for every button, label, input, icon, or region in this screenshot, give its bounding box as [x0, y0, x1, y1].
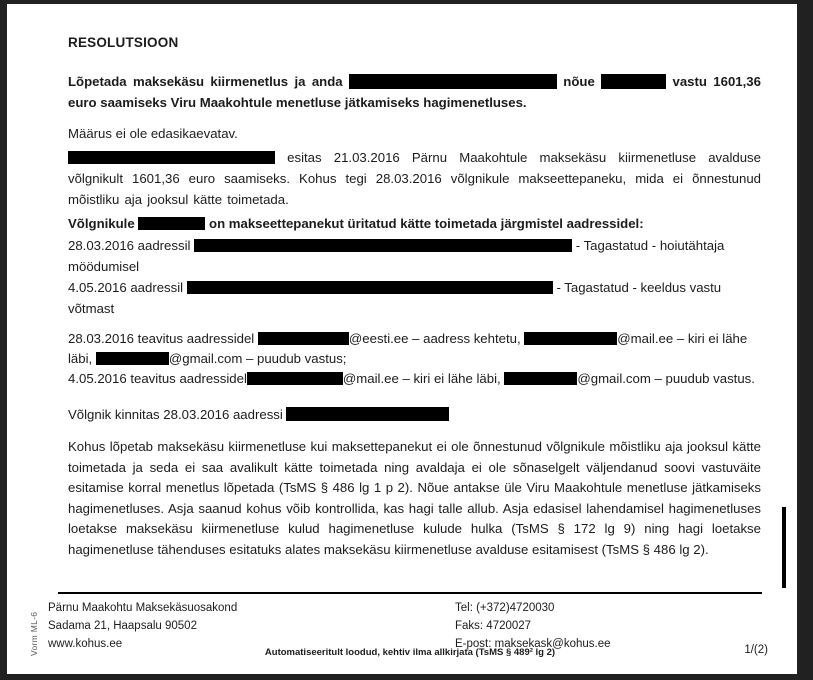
form-code-label: Vorm ML-6 [29, 611, 39, 656]
margin-change-bar [782, 507, 786, 588]
footer-org-address: Sadama 21, Haapsalu 90502 [48, 620, 197, 632]
footer-org-website: www.kohus.ee [48, 638, 123, 650]
redaction-bar [258, 332, 349, 345]
text-run: 4.05.2016 aadressil [68, 280, 187, 295]
paragraph-notice-1 [68, 329, 761, 369]
text-run: @gmail.com – puudub vastus; [168, 351, 347, 366]
footer-auto-note: Automatiseeritult loodud, kehtiv ilma allkirjata (TsMS § 489² lg 2) [264, 647, 556, 658]
text-run: @gmail.com – puudub vastus. [577, 371, 755, 386]
text-run: - Tagastatud - keeldus vastu võtmast [68, 280, 722, 316]
document-content [7, 4, 797, 560]
text-run: on makseettepanekut üritatud kätte toimetada järgmistel aadressidel: [205, 216, 644, 231]
footer-phone: Tel: (+372)4720030 [455, 602, 555, 614]
paragraph-address-1 [68, 235, 761, 277]
text-run: @mail.ee – kiri ei lähe läbi, [68, 331, 748, 366]
redaction-bar [96, 352, 169, 365]
paragraph-address-2 [68, 277, 761, 319]
paragraph-resolution [68, 71, 761, 113]
footer-org-name: Pärnu Maakohtu Maksekäsuosakond [48, 602, 238, 614]
footer-org-block [48, 599, 237, 653]
document-body [68, 71, 761, 560]
redaction-bar [68, 151, 275, 164]
paragraph-confirmation [68, 404, 761, 425]
text-run: Lõpetada maksekäsu kiirmenetlus ja anda [68, 74, 349, 89]
text-run: 4.05.2016 teavitus aadressidel [68, 371, 247, 386]
text-run: esitas 21.03.2016 Pärnu Maakohtule maksekäsu kiirmenetluse avalduse võlgnikult 1601,36 euro saamiseks. Kohus tegi 28.03.2016 võlgnikule makseettepaneku, mida ei õnnestunud mõistliku aja jooksul kätte toimetada. [68, 150, 761, 207]
text-run: @eesti.ee – aadress kehtetu, [348, 331, 525, 346]
redaction-bar [247, 372, 343, 385]
text-run: nõue [556, 74, 602, 89]
paragraph-no-appeal [68, 123, 761, 144]
text-run: 28.03.2016 aadressil [68, 238, 195, 253]
redaction-bar [504, 372, 577, 385]
paragraph-intro [68, 147, 761, 210]
redaction-bar [601, 74, 666, 89]
text-run: - Tagastatud - hoiutähtaja möödumisel [68, 238, 725, 274]
redaction-bar [349, 74, 557, 89]
footer-fax: Faks: 4720027 [455, 620, 532, 632]
redaction-bar [194, 239, 572, 252]
footer-email: E-post: maksekask@kohus.ee [455, 638, 611, 650]
text-run: @mail.ee – kiri ei lähe läbi, [342, 371, 505, 386]
paragraph-legal [68, 437, 761, 560]
footer-contact-block [455, 599, 611, 653]
document-heading: RESOLUTSIOON [68, 35, 179, 50]
paragraph-addresses-heading [68, 213, 761, 234]
footer-divider [58, 592, 762, 594]
text-run: 28.03.2016 teavitus aadressidel [68, 331, 258, 346]
redaction-bar [138, 217, 205, 230]
document-page [7, 4, 797, 674]
text-run: Määrus ei ole edasikaevatav. [68, 126, 238, 141]
page-number: 1/(2) [744, 644, 768, 656]
text-run: vastu 1601,36 euro saamiseks Viru Maakohtule menetluse jätkamiseks hagimenetluses. [68, 74, 761, 110]
text-run: Võlgnik kinnitas 28.03.2016 aadressi [68, 407, 287, 422]
redaction-bar [187, 281, 553, 294]
redaction-bar [286, 407, 449, 421]
text-run: Kohus lõpetab maksekäsu kiirmenetluse kui maksettepanekut ei ole õnnestunud võlgnikule mõistliku aja jooksul kätte toimetada ja seda ei saa avalikult kätte toimetada ning avaldaja ei ole sõnaselgelt väljendanud soovi vastuväite esitamise korral menetlus lõpetada (TsMS § 486 lg 1 p 2). Nõue antakse üle Viru Maakohtule menetluse jätkamiseks hagimenetluses. Asja saanud kohus võib kontrollida, kas hagi talle allub. Asja edasisel lahendamisel hagimenetluses loetakse maksekäsu kiirmenetluse kulud hagimenetluse kulude hulka (TsMS § 172 lg 9) ning hagi loetakse hagimenetluse tähenduses esitatuks alates maksekäsu kiirmenetluse avalduse esitamisest (TsMS § 486 lg 2). [68, 439, 761, 557]
text-run: Võlgnikule [68, 216, 139, 231]
redaction-bar [524, 332, 617, 345]
paragraph-notice-2 [68, 369, 761, 389]
